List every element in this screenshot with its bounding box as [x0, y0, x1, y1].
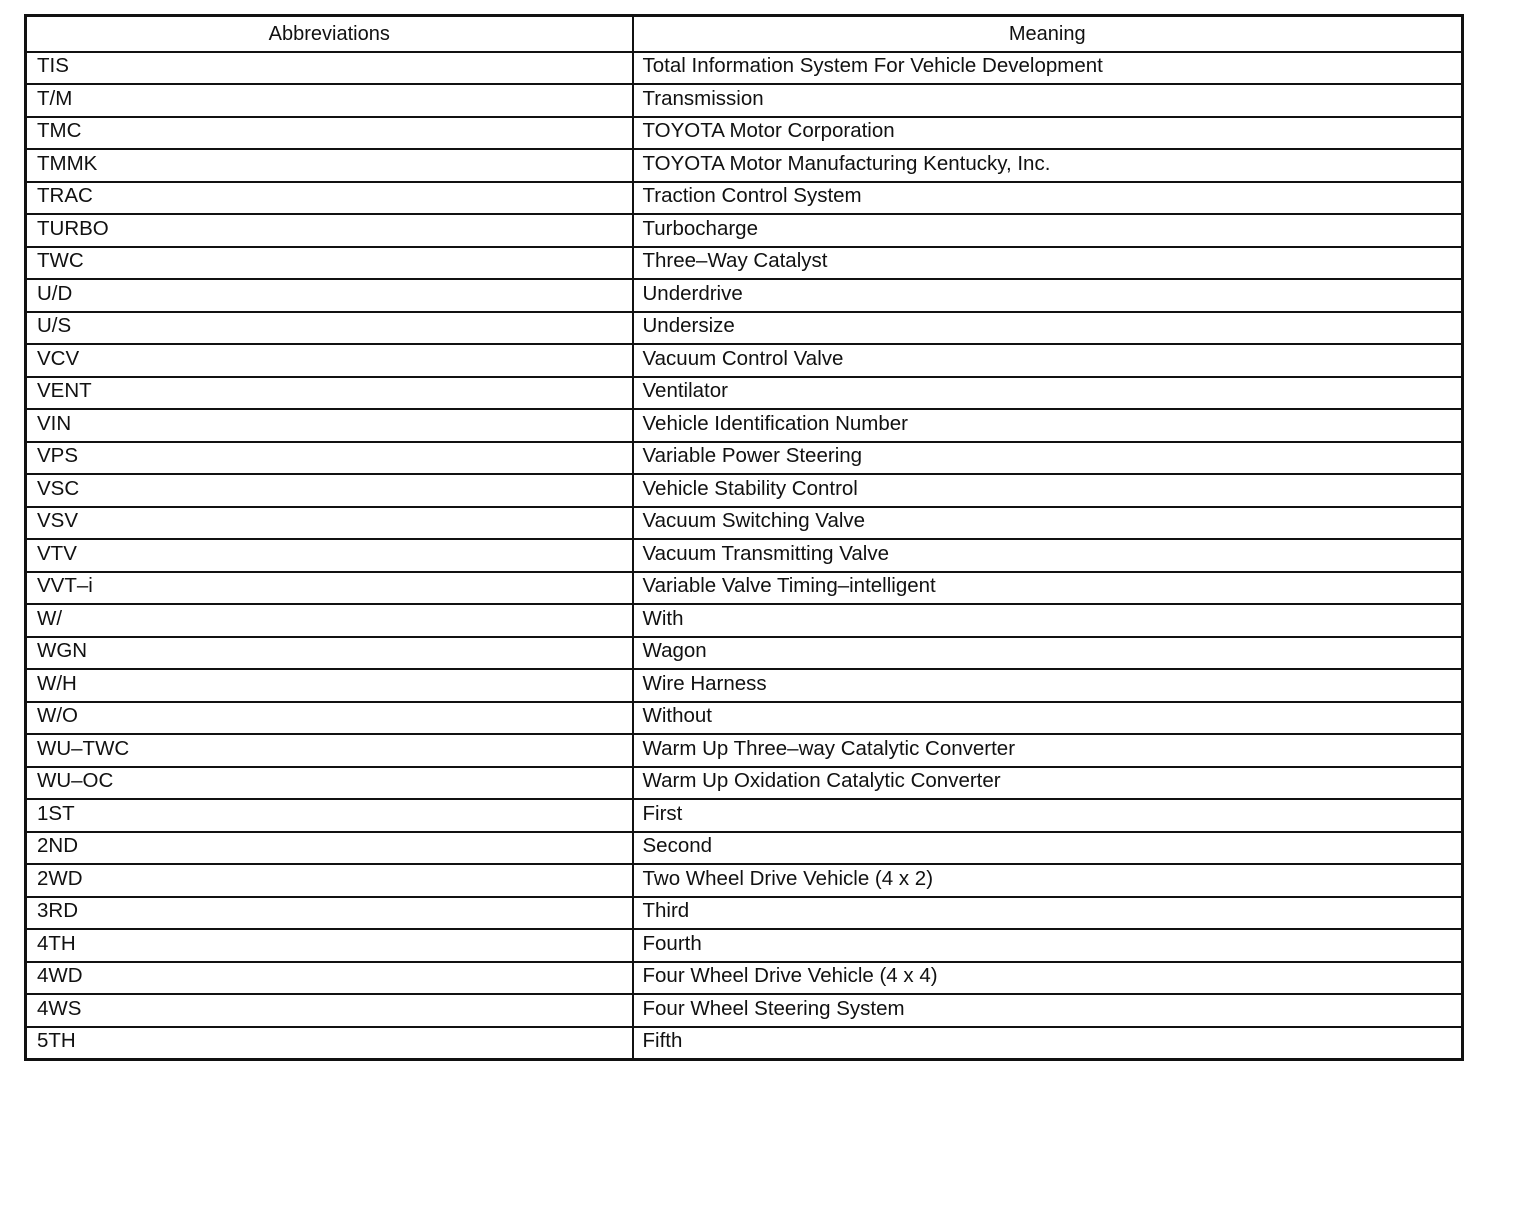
table-row [26, 604, 1463, 637]
meaning-cell: Four Wheel Drive Vehicle (4 x 4) [633, 962, 1463, 995]
meaning-cell: Turbocharge [633, 214, 1463, 247]
meaning-cell: Four Wheel Steering System [633, 994, 1463, 1027]
meaning-cell: Ventilator [633, 377, 1463, 410]
meaning-cell: Vehicle Identification Number [633, 409, 1463, 442]
abbreviation-cell: WU–TWC [26, 734, 633, 767]
abbreviation-cell: T/M [26, 84, 633, 117]
header-abbreviations: Abbreviations [26, 16, 633, 52]
abbreviation-cell: TURBO [26, 214, 633, 247]
table-row [26, 312, 1463, 345]
header-meaning: Meaning [633, 16, 1463, 52]
table-row [26, 1027, 1463, 1060]
meaning-cell: Fifth [633, 1027, 1463, 1060]
abbreviation-cell: VSV [26, 507, 633, 540]
meaning-cell: TOYOTA Motor Corporation [633, 117, 1463, 150]
table-row [26, 897, 1463, 930]
table-row [26, 117, 1463, 150]
meaning-cell: Second [633, 832, 1463, 865]
table-row [26, 734, 1463, 767]
table-row [26, 929, 1463, 962]
abbreviation-cell: 4WD [26, 962, 633, 995]
table-row [26, 474, 1463, 507]
meaning-cell: Two Wheel Drive Vehicle (4 x 2) [633, 864, 1463, 897]
meaning-cell: Without [633, 702, 1463, 735]
table-row [26, 669, 1463, 702]
abbreviation-cell: 2WD [26, 864, 633, 897]
table-row [26, 994, 1463, 1027]
abbreviation-cell: TIS [26, 52, 633, 85]
abbreviation-cell: VPS [26, 442, 633, 475]
abbreviation-cell: VENT [26, 377, 633, 410]
table-row [26, 214, 1463, 247]
meaning-cell: First [633, 799, 1463, 832]
table-row [26, 864, 1463, 897]
table-row [26, 637, 1463, 670]
abbreviation-cell: VSC [26, 474, 633, 507]
meaning-cell: Variable Valve Timing–intelligent [633, 572, 1463, 605]
abbreviation-cell: VCV [26, 344, 633, 377]
table-row [26, 84, 1463, 117]
meaning-cell: Wire Harness [633, 669, 1463, 702]
meaning-cell: Third [633, 897, 1463, 930]
table-row [26, 702, 1463, 735]
table-row [26, 572, 1463, 605]
meaning-cell: Vacuum Control Valve [633, 344, 1463, 377]
table-row [26, 799, 1463, 832]
table-body [26, 52, 1463, 1060]
abbreviations-table [24, 14, 1464, 1061]
abbreviation-cell: W/H [26, 669, 633, 702]
table-row [26, 247, 1463, 280]
abbreviation-cell: 3RD [26, 897, 633, 930]
abbreviation-cell: U/S [26, 312, 633, 345]
abbreviation-cell: W/O [26, 702, 633, 735]
meaning-cell: Wagon [633, 637, 1463, 670]
meaning-cell: Vacuum Transmitting Valve [633, 539, 1463, 572]
abbreviation-cell: W/ [26, 604, 633, 637]
abbreviation-cell: TWC [26, 247, 633, 280]
table-row [26, 539, 1463, 572]
meaning-cell: Transmission [633, 84, 1463, 117]
abbreviation-cell: 5TH [26, 1027, 633, 1060]
table-row [26, 962, 1463, 995]
abbreviation-cell: TRAC [26, 182, 633, 215]
table-row [26, 182, 1463, 215]
abbreviation-cell: 1ST [26, 799, 633, 832]
meaning-cell: Total Information System For Vehicle Development [633, 52, 1463, 85]
meaning-cell: TOYOTA Motor Manufacturing Kentucky, Inc. [633, 149, 1463, 182]
table-header-row [26, 16, 1463, 52]
meaning-cell: Traction Control System [633, 182, 1463, 215]
meaning-cell: Warm Up Oxidation Catalytic Converter [633, 767, 1463, 800]
table-row [26, 767, 1463, 800]
abbreviation-cell: TMC [26, 117, 633, 150]
abbreviation-cell: WGN [26, 637, 633, 670]
table-row [26, 507, 1463, 540]
meaning-cell: Three–Way Catalyst [633, 247, 1463, 280]
table-row [26, 344, 1463, 377]
abbreviation-cell: WU–OC [26, 767, 633, 800]
abbreviation-cell: 4WS [26, 994, 633, 1027]
abbreviation-cell: VIN [26, 409, 633, 442]
meaning-cell: Fourth [633, 929, 1463, 962]
table-row [26, 409, 1463, 442]
abbreviation-cell: VTV [26, 539, 633, 572]
table-row [26, 149, 1463, 182]
meaning-cell: Variable Power Steering [633, 442, 1463, 475]
meaning-cell: With [633, 604, 1463, 637]
table-row [26, 279, 1463, 312]
meaning-cell: Undersize [633, 312, 1463, 345]
meaning-cell: Vacuum Switching Valve [633, 507, 1463, 540]
meaning-cell: Warm Up Three–way Catalytic Converter [633, 734, 1463, 767]
table-row [26, 832, 1463, 865]
abbreviation-cell: TMMK [26, 149, 633, 182]
abbreviation-cell: 2ND [26, 832, 633, 865]
table-row [26, 377, 1463, 410]
table-row [26, 442, 1463, 475]
abbreviation-cell: VVT–i [26, 572, 633, 605]
meaning-cell: Vehicle Stability Control [633, 474, 1463, 507]
abbreviation-cell: 4TH [26, 929, 633, 962]
abbreviation-cell: U/D [26, 279, 633, 312]
table-row [26, 52, 1463, 85]
meaning-cell: Underdrive [633, 279, 1463, 312]
